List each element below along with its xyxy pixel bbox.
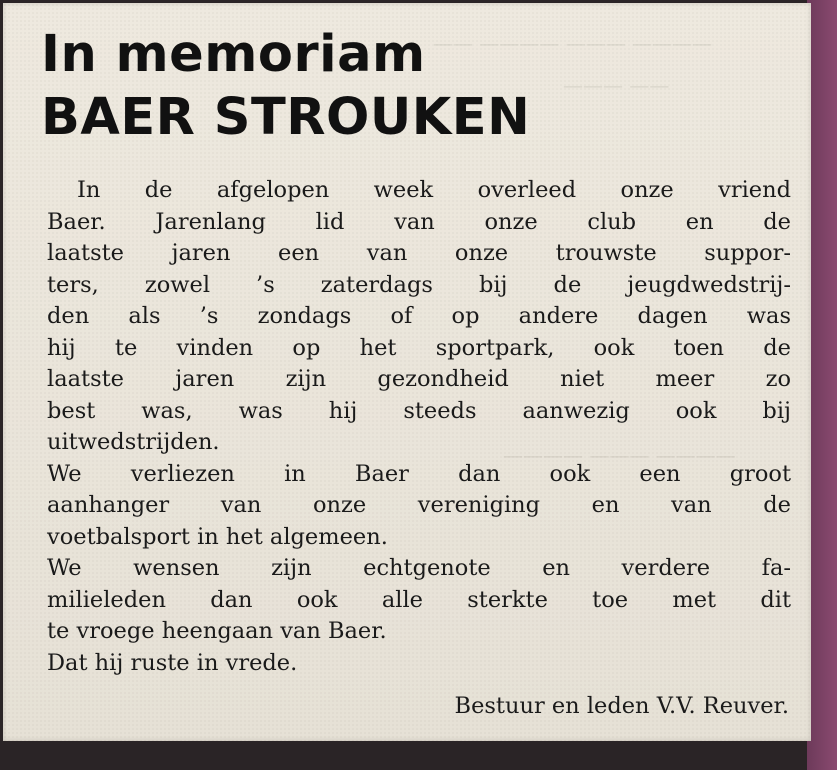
paragraph (47, 553, 791, 648)
text-line: voetbalsport in het algemeen. (47, 523, 388, 550)
text-line: We verliezen in Baer dan ook een groot (47, 460, 791, 487)
bleed-through-text: —— ———— ——— ———— (433, 31, 713, 55)
title-line-1: In memoriam (41, 25, 426, 84)
text-line: den als ’s zondags of op andere dagen was (47, 303, 791, 329)
text-line: laatste jaren zijn gezondheid niet meer zo (47, 366, 791, 392)
paragraph (47, 459, 791, 554)
bleed-through-text: ——— —— (563, 73, 670, 97)
text-line: We wensen zijn echtgenote en verdere fa- (47, 555, 791, 581)
background-edge (807, 0, 837, 770)
bleed-through-text: ———— ——— ———— (503, 443, 736, 467)
text-line: uitwedstrijden. (47, 429, 220, 455)
text-line: Dat hij ruste in vrede. (47, 649, 298, 676)
paragraph (47, 648, 791, 680)
text-line: hij te vinden op het sportpark, ook toen de (47, 334, 791, 361)
title-line-2: BAER STROUKEN (41, 88, 531, 147)
text-line: laatste jaren een van onze trouwste suppor- (47, 240, 791, 266)
newspaper-clipping (3, 3, 811, 741)
paragraph (47, 175, 791, 459)
signature: Bestuur en leden V.V. Reuver. (454, 693, 789, 719)
text-line: te vroege heengaan van Baer. (47, 618, 387, 644)
text-line: milieleden dan ook alle sterkte toe met dit (47, 586, 791, 613)
text-line: Baer. Jarenlang lid van onze club en de (47, 208, 791, 235)
article-body (47, 175, 791, 679)
text-line: In de afgelopen week overleed onze vriend (77, 177, 791, 203)
text-line: aanhanger van onze vereniging en van de (47, 492, 791, 518)
text-line: ters, zowel ’s zaterdags bij de jeugdwedstrij- (47, 271, 791, 298)
text-line: best was, was hij steeds aanwezig ook bij (47, 397, 791, 424)
